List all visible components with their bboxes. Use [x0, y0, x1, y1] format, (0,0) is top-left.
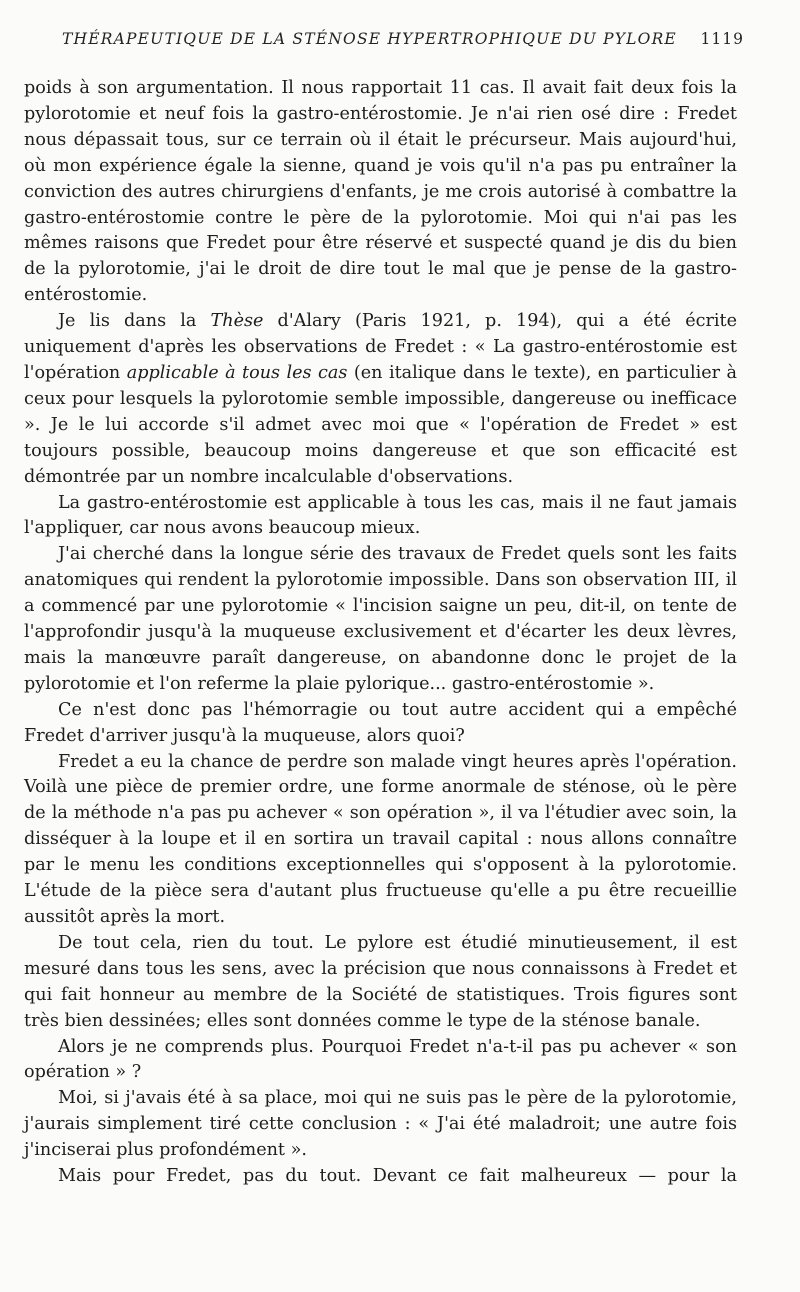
- running-title: THÉRAPEUTIQUE DE LA STÉNOSE HYPERTROPHIQUE DU PYLORE: [62, 30, 677, 48]
- paragraph-text: d'Alary (Paris 1921, p. 194), qui a été écrite uniquement d'après les observations de Fredet : « La gastro-entérostomie est l'opération: [24, 311, 737, 383]
- paragraph: Alors je ne comprends plus. Pourquoi Fredet n'a-t-il pas pu achever « son opération » ?: [24, 1036, 737, 1083]
- paragraph: Ce n'est donc pas l'hémorragie ou tout autre accident qui a empêché Fredet d'arriver jusqu'à la muqueuse, alors quoi?: [24, 699, 737, 746]
- paragraph-text: (en italique dans le texte), en particulier à ceux pour lesquels la pylorotomie semble impossible, dangereuse ou inefficace ». Je le lui accorde s'il admet avec moi que « l'opération de Fredet » est toujours possible, beaucoup moins dangereuse et que son efficacité est démontrée par un nombre incalculable d'observations.: [24, 362, 738, 487]
- paragraph: La gastro-entérostomie est applicable à tous les cas, mais il ne faut jamais l'appliquer, car nous avons beaucoup mieux.: [24, 492, 737, 539]
- paragraph-text: Je lis dans la: [58, 311, 211, 332]
- paragraph: De tout cela, rien du tout. Le pylore est étudié minutieusement, il est mesuré dans tous les sens, avec la précision que nous connaissons à Fredet et qui fait honneur au membre de la Société de statistiques. Trois figures sont très bien dessinées; elles sont données comme le type de la sténose banale.: [24, 932, 737, 1031]
- paragraph: poids à son argumentation. Il nous rapportait 11 cas. Il avait fait deux fois la pylorotomie et neuf fois la gastro-entérostomie. Je n'ai rien osé dire : Fredet nous dépassait tous, sur ce terrain où il était le précurseur. Mais aujourd'hui, où mon expérience égale la sienne, quand je vois qu'il n'a pas pu entraîner la conviction des autres chirurgiens d'enfants, je me crois autorisé à combattre la gastro-entérostomie contre le père de la pylorotomie. Moi qui n'ai pas les mêmes raisons que Fredet pour être réservé et suspecté quand je dis du bien de la pylorotomie, j'ai le droit de dire tout le mal que je pense de la gastro-entérostomie.: [24, 78, 737, 306]
- italic-text: applicable à tous les cas: [126, 362, 348, 383]
- page-number: 1119: [700, 30, 744, 48]
- paragraph: J'ai cherché dans la longue série des travaux de Fredet quels sont les faits anatomiques qui rendent la pylorotomie impossible. Dans son observation III, il a commencé par une pylorotomie « l'incision saigne un peu, dit-il, on tente de l'approfondir jusqu'à la muqueuse exclusivement et d'écarter les deux lèvres, mais la manœuvre paraît dangereuse, on abandonne donc le projet de la pylorotomie et l'on referme la plaie pylorique... gastro-entérostomie ».: [24, 544, 737, 694]
- paragraph: Mais pour Fredet, pas du tout. Devant ce fait malheureux — pour la: [58, 1166, 737, 1187]
- body-text: [24, 76, 737, 1190]
- italic-text: Thèse: [210, 311, 264, 332]
- paragraph: Fredet a eu la chance de perdre son malade vingt heures après l'opération. Voilà une pièce de premier ordre, une forme anormale de sténose, où le père de la méthode n'a pas pu achever « son opération », il va l'étudier avec soin, la disséquer à la loupe et il en sortira un travail capital : nous allons connaître par le menu les conditions exceptionnelles qui s'opposent à la pylorotomie. L'étude de la pièce sera d'autant plus fructueuse qu'elle a pu être recueillie aussitôt après la mort.: [24, 751, 737, 927]
- paragraph: [24, 309, 737, 490]
- paragraph: Moi, si j'avais été à sa place, moi qui ne suis pas le père de la pylorotomie, j'aurais simplement tiré cette conclusion : « J'ai été maladroit; une autre fois j'inciserai plus profondément ».: [24, 1088, 737, 1161]
- running-header: [40, 30, 744, 56]
